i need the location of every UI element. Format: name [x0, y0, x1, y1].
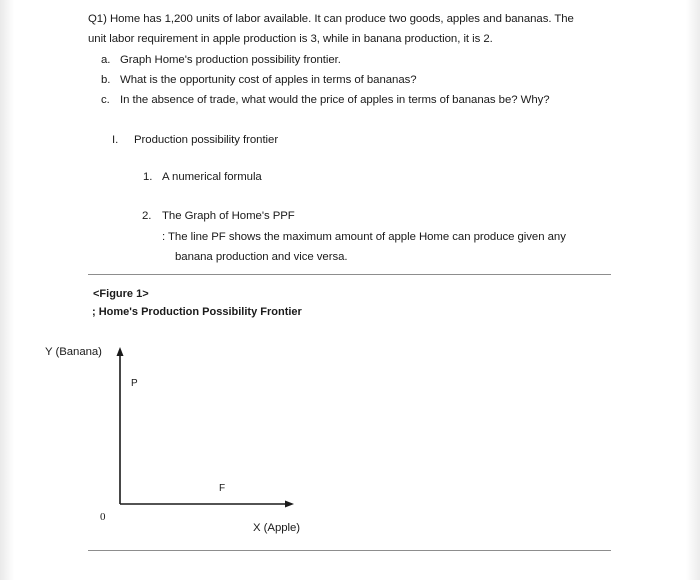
figure-label: <Figure 1> — [93, 288, 149, 300]
point-p-label: P — [131, 378, 138, 389]
figure-caption: ; Home's Production Possibility Frontier — [92, 306, 302, 318]
y-axis-arrowhead — [117, 347, 124, 356]
sub2-body-line-1: : The line PF shows the maximum amount of apple Home can produce given any — [162, 231, 566, 243]
sub1-marker: 1. — [143, 171, 153, 183]
item-b-text: What is the opportunity cost of apples in terms of bananas? — [120, 74, 417, 86]
section-title: Production possibility frontier — [134, 134, 279, 146]
x-axis-label: X (Apple) — [253, 522, 301, 534]
point-f-label: F — [219, 483, 226, 494]
sub2-body-line-2: banana production and vice versa. — [175, 251, 348, 263]
item-c-marker: c. — [101, 94, 110, 106]
divider-bottom — [88, 550, 611, 551]
sub2-title: The Graph of Home's PPF — [162, 210, 295, 222]
item-a-marker: a. — [101, 54, 111, 66]
sub2-marker: 2. — [142, 210, 152, 222]
question-line-1: Q1) Home has 1,200 units of labor available. It can produce two goods, apples and bananas. The — [88, 13, 574, 25]
section-marker: I. — [112, 134, 119, 146]
y-axis-label: Y (Banana) — [45, 346, 102, 358]
sub1-title: A numerical formula — [162, 171, 262, 183]
origin-label: 0 — [100, 511, 106, 523]
item-a-text: Graph Home's production possibility frontier. — [120, 54, 341, 66]
question-line-2: unit labor requirement in apple production is 3, while in banana production, it is 2. — [88, 33, 493, 45]
item-b-marker: b. — [101, 74, 111, 86]
x-axis-arrowhead — [285, 501, 294, 508]
item-c-text: In the absence of trade, what would the price of apples in terms of bananas be? Why? — [120, 94, 550, 106]
